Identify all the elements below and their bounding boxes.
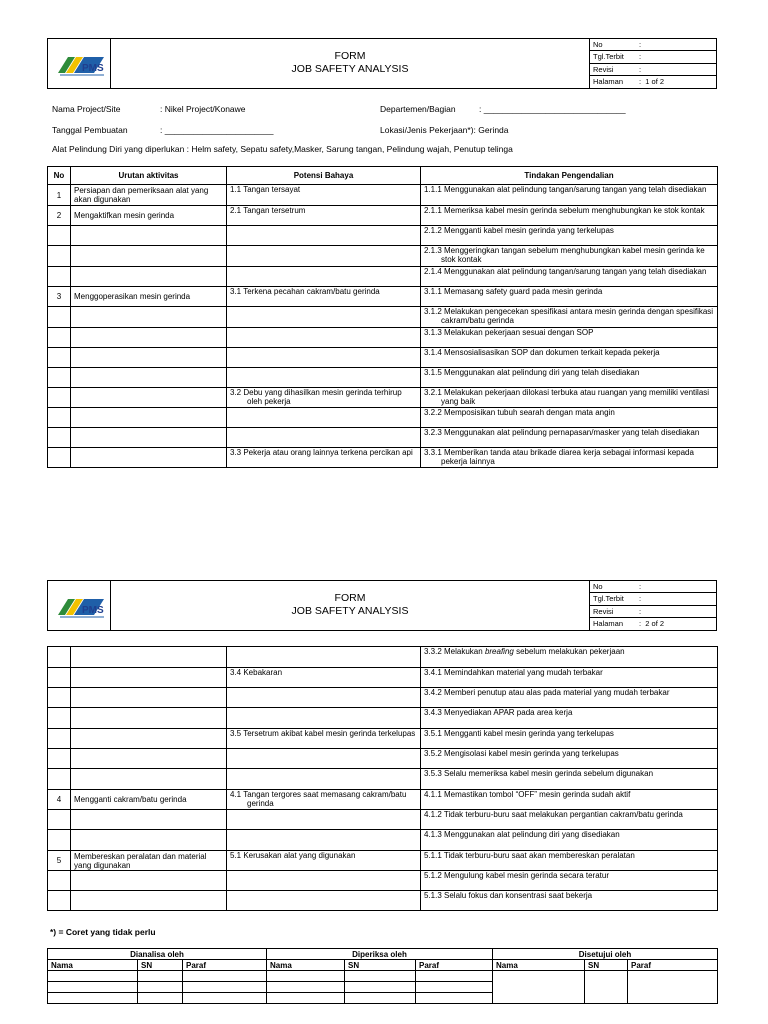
hazard-cell [227, 226, 421, 246]
date-value: : _______________________ [160, 125, 274, 135]
activity-cell [71, 428, 227, 448]
activity-cell [71, 647, 227, 668]
table-row [48, 185, 718, 206]
form-title [110, 592, 590, 618]
control-cell: 3.5.1 Mengganti kabel mesin gerinda yang terkelupas [421, 729, 718, 749]
activity-cell [71, 246, 227, 267]
col-paraf: Paraf [416, 960, 493, 971]
control-cell: 2.1.3 Menggeringkan tangan sebelum menghubungkan kabel mesin gerinda ke stok kontak [421, 246, 718, 267]
form-name: JOB SAFETY ANALYSIS [291, 63, 409, 75]
table-row [48, 688, 718, 708]
control-cell [421, 647, 718, 668]
control-cell: 4.1.3 Menggunakan alat pelindung diri yang disediakan [421, 830, 718, 851]
row-number [48, 769, 71, 790]
table-row [48, 749, 718, 769]
activity-cell [71, 388, 227, 408]
hazard-cell: 5.1 Kerusakan alat yang digunakan [227, 851, 421, 871]
control-cell: 4.1.2 Tidak terburu-buru saat melakukan pergantian cakram/batu gerinda [421, 810, 718, 830]
header-no: No [48, 167, 71, 185]
form-label: FORM [334, 592, 366, 604]
table-row [48, 206, 718, 226]
table-row [48, 408, 718, 428]
hazard-cell [227, 891, 421, 911]
activity-cell: Persiapan dan pemeriksaan alat yang akan digunakan [71, 185, 227, 206]
hazard-cell: 4.1 Tangan tergores saat memasang cakram/batu gerinda [227, 790, 421, 810]
col-sn: SN [138, 960, 183, 971]
row-number: 1 [48, 185, 71, 206]
col-sn: SN [585, 960, 628, 971]
row-number [48, 408, 71, 428]
date-label: Tanggal Pembuatan [52, 125, 128, 135]
meta-page-value [636, 618, 716, 630]
signature-cell[interactable] [48, 993, 138, 1004]
signature-cell[interactable] [183, 993, 267, 1004]
activity-cell [71, 348, 227, 368]
hazard-cell [227, 307, 421, 328]
activity-cell: Membereskan peralatan dan material yang digunakan [71, 851, 227, 871]
header-hazard: Potensi Bahaya [227, 167, 421, 185]
control-cell: 3.2.3 Menggunakan alat pelindung pernapasan/masker yang telah disediakan [421, 428, 718, 448]
row-number [48, 267, 71, 287]
activity-cell [71, 226, 227, 246]
jsa-table-page1 [47, 166, 718, 468]
activity-cell [71, 891, 227, 911]
form-header-page1 [47, 38, 717, 89]
control-cell: 3.2.1 Melakukan pekerjaan dilokasi terbuka atau ruangan yang memiliki ventilasi yang baik [421, 388, 718, 408]
hazard-cell: 3.2 Debu yang dihasilkan mesin gerinda terhirup oleh pekerja [227, 388, 421, 408]
table-row [48, 348, 718, 368]
signature-col-row [48, 960, 718, 971]
jsa-table-page2 [47, 646, 718, 911]
signature-cell[interactable] [267, 993, 345, 1004]
signature-cell[interactable] [138, 993, 183, 1004]
row-number [48, 688, 71, 708]
approved-by-header: Disetujui oleh [493, 949, 718, 960]
table-row [48, 891, 718, 911]
meta-page-value [636, 76, 716, 88]
activity-cell [71, 749, 227, 769]
signature-cell[interactable] [138, 971, 183, 982]
signature-cell[interactable] [183, 982, 267, 993]
control-text: 3.3.2 Melakukan [424, 647, 485, 656]
hazard-cell [227, 246, 421, 267]
control-cell: 1.1.1 Menggunakan alat pelindung tangan/sarung tangan yang telah disediakan [421, 185, 718, 206]
control-cell: 3.5.3 Selalu memeriksa kabel mesin gerinda sebelum digunakan [421, 769, 718, 790]
meta-date-label: Tgl.Terbit [590, 51, 636, 64]
pms-logo [48, 581, 111, 630]
activity-cell: Mengaktifkan mesin gerinda [71, 206, 227, 226]
table-header-row [48, 167, 718, 185]
col-name: Nama [48, 960, 138, 971]
col-name: Nama [493, 960, 585, 971]
signature-cell[interactable] [267, 982, 345, 993]
checked-by-header: Diperiksa oleh [267, 949, 493, 960]
signature-cell[interactable] [345, 982, 416, 993]
row-number [48, 668, 71, 688]
row-number [48, 448, 71, 468]
table-row [48, 267, 718, 287]
control-cell: 3.1.5 Menggunakan alat pelindung diri yang telah disediakan [421, 368, 718, 388]
row-number [48, 307, 71, 328]
signature-group-row [48, 949, 718, 960]
signature-cell[interactable] [138, 982, 183, 993]
meta-no-label: No [590, 39, 636, 51]
signature-cell[interactable] [48, 982, 138, 993]
row-number [48, 348, 71, 368]
control-cell: 2.1.1 Memeriksa kabel mesin gerinda sebelum menghubungkan ke stok kontak [421, 206, 718, 226]
activity-cell [71, 267, 227, 287]
meta-sep: : [636, 593, 716, 606]
hazard-cell [227, 647, 421, 668]
col-paraf: Paraf [183, 960, 267, 971]
meta-revision-label: Revisi [590, 63, 636, 76]
control-cell: 2.1.4 Menggunakan alat pelindung tangan/sarung tangan yang telah disediakan [421, 267, 718, 287]
hazard-cell [227, 830, 421, 851]
table-row [48, 448, 718, 468]
control-cell: 2.1.2 Mengganti kabel mesin gerinda yang terkelupas [421, 226, 718, 246]
activity-cell [71, 408, 227, 428]
meta-sep: : [639, 619, 642, 629]
table-row [48, 830, 718, 851]
table-row [48, 246, 718, 267]
control-cell: 3.4.1 Memindahkan material yang mudah terbakar [421, 668, 718, 688]
form-label: FORM [334, 50, 366, 62]
row-number: 4 [48, 790, 71, 810]
row-number [48, 647, 71, 668]
control-cell: 5.1.3 Selalu fokus dan konsentrasi saat bekerja [421, 891, 718, 911]
meta-sep: : [636, 51, 716, 64]
logo-text: PMS [82, 63, 104, 74]
table-row [48, 810, 718, 830]
row-number [48, 246, 71, 267]
control-cell: 3.1.2 Melakukan pengecekan spesifikasi antara mesin gerinda dengan spesifikasi cakram/batu gerinda [421, 307, 718, 328]
meta-sep: : [636, 39, 716, 51]
control-cell: 3.1.1 Memasang safety guard pada mesin gerinda [421, 287, 718, 307]
table-row [48, 871, 718, 891]
table-row [48, 647, 718, 668]
control-cell: 3.3.1 Memberikan tanda atau brikade diarea kerja sebagai informasi kepada pekerja lainnya [421, 448, 718, 468]
hazard-cell [227, 368, 421, 388]
activity-cell [71, 368, 227, 388]
hazard-cell [227, 348, 421, 368]
activity-cell [71, 448, 227, 468]
activity-cell [71, 810, 227, 830]
activity-cell [71, 328, 227, 348]
activity-cell [71, 830, 227, 851]
meta-sep: : [636, 581, 716, 593]
activity-cell: Menggoperasikan mesin gerinda [71, 287, 227, 307]
row-number [48, 871, 71, 891]
control-cell: 3.5.2 Mengisolasi kabel mesin gerinda yang terkelupas [421, 749, 718, 769]
table-row [48, 790, 718, 810]
signature-cell[interactable] [267, 971, 345, 982]
control-cell: 5.1.2 Mengulung kabel mesin gerinda secara teratur [421, 871, 718, 891]
row-number: 5 [48, 851, 71, 871]
emphasis-text: breafing [484, 647, 514, 656]
meta-page-label: Halaman [593, 619, 624, 629]
signature-cell[interactable] [585, 971, 628, 1004]
hazard-cell [227, 688, 421, 708]
row-number [48, 891, 71, 911]
col-paraf: Paraf [628, 960, 718, 971]
col-name: Nama [267, 960, 345, 971]
form-name: JOB SAFETY ANALYSIS [291, 605, 409, 617]
hazard-cell: 3.5 Tersetrum akibat kabel mesin gerinda terkelupas [227, 729, 421, 749]
hazard-cell: 3.4 Kebakaran [227, 668, 421, 688]
hazard-cell: 2.1 Tangan tersetrum [227, 206, 421, 226]
page-number: 2 of 2 [645, 619, 665, 629]
hazard-cell: 1.1 Tangan tersayat [227, 185, 421, 206]
department-value: : ______________________________ [479, 104, 626, 114]
activity-cell [71, 688, 227, 708]
signature-blank-row [48, 971, 718, 982]
table-row [48, 769, 718, 790]
ppe-line: Alat Pelindung Diri yang diperlukan : Helm safety, Sepatu safety,Masker, Sarung tangan, Pelindung wajah, Penutup telinga [52, 144, 513, 154]
header-control: Tindakan Pengendalian [421, 167, 718, 185]
logo-text: PMS [82, 605, 104, 616]
control-cell: 3.4.3 Menyediakan APAR pada area kerja [421, 708, 718, 729]
table-row [48, 851, 718, 871]
activity-cell [71, 708, 227, 729]
row-number [48, 368, 71, 388]
row-number: 2 [48, 206, 71, 226]
activity-cell: Mengganti cakram/batu gerinda [71, 790, 227, 810]
signature-cell[interactable] [48, 971, 138, 982]
signature-cell[interactable] [416, 993, 493, 1004]
signature-cell[interactable] [628, 971, 718, 1004]
hazard-cell: 3.1 Terkena pecahan cakram/batu gerinda [227, 287, 421, 307]
activity-cell [71, 729, 227, 749]
table-row [48, 328, 718, 348]
form-header-page2 [47, 580, 717, 631]
table-row [48, 388, 718, 408]
header-activity: Urutan aktivitas [71, 167, 227, 185]
pms-logo [48, 39, 111, 88]
hazard-cell [227, 769, 421, 790]
table-row [48, 226, 718, 246]
hazard-cell: 3.3 Pekerja atau orang lainnya terkena percikan api [227, 448, 421, 468]
document-meta [589, 581, 716, 630]
control-cell: 5.1.1 Tidak terburu-buru saat akan membereskan peralatan [421, 851, 718, 871]
signature-cell[interactable] [416, 971, 493, 982]
meta-sep: : [636, 605, 716, 618]
location-label: Lokasi/Jenis Pekerjaan*): Gerinda [380, 125, 509, 135]
table-row [48, 708, 718, 729]
hazard-cell [227, 749, 421, 769]
form-title [110, 50, 590, 76]
control-cell: 3.4.2 Memberi penutup atau alas pada material yang mudah terbakar [421, 688, 718, 708]
department-label: Departemen/Bagian [380, 104, 456, 114]
control-cell: 3.2.2 Memposisikan tubuh searah dengan mata angin [421, 408, 718, 428]
footnote: *) = Coret yang tidak perlu [50, 927, 156, 937]
signature-table [47, 948, 718, 1004]
meta-no-label: No [590, 581, 636, 593]
row-number [48, 328, 71, 348]
signature-cell[interactable] [493, 971, 585, 1004]
project-value: : Nikel Project/Konawe [160, 104, 246, 114]
hazard-cell [227, 810, 421, 830]
col-sn: SN [345, 960, 416, 971]
hazard-cell [227, 428, 421, 448]
hazard-cell [227, 708, 421, 729]
page-number: 1 of 2 [645, 77, 665, 87]
table-row [48, 428, 718, 448]
row-number [48, 226, 71, 246]
meta-page-label: Halaman [593, 77, 624, 87]
hazard-cell [227, 871, 421, 891]
activity-cell [71, 668, 227, 688]
table-row [48, 307, 718, 328]
hazard-cell [227, 328, 421, 348]
table-row [48, 729, 718, 749]
table-row [48, 368, 718, 388]
control-cell: 3.1.4 Mensosialisasikan SOP dan dokumen terkait kepada pekerja [421, 348, 718, 368]
signature-cell[interactable] [416, 982, 493, 993]
analyzed-by-header: Dianalisa oleh [48, 949, 267, 960]
row-number [48, 749, 71, 769]
signature-cell[interactable] [345, 971, 416, 982]
project-label: Nama Project/Site [52, 104, 121, 114]
row-number [48, 810, 71, 830]
table-row [48, 668, 718, 688]
control-cell: 4.1.1 Memastikan tombol “OFF” mesin gerinda sudah aktif [421, 790, 718, 810]
activity-cell [71, 307, 227, 328]
control-cell: 3.1.3 Melakukan pekerjaan sesuai dengan SOP [421, 328, 718, 348]
control-text: sebelum melakukan pekerjaan [513, 647, 625, 656]
row-number [48, 729, 71, 749]
hazard-cell [227, 267, 421, 287]
activity-cell [71, 769, 227, 790]
row-number [48, 388, 71, 408]
meta-sep: : [639, 77, 642, 87]
document-meta [589, 39, 716, 88]
meta-revision-label: Revisi [590, 605, 636, 618]
signature-cell[interactable] [183, 971, 267, 982]
row-number [48, 428, 71, 448]
table-row [48, 287, 718, 307]
row-number [48, 830, 71, 851]
activity-cell [71, 871, 227, 891]
row-number: 3 [48, 287, 71, 307]
signature-cell[interactable] [345, 993, 416, 1004]
row-number [48, 708, 71, 729]
hazard-cell [227, 408, 421, 428]
meta-sep: : [636, 63, 716, 76]
meta-date-label: Tgl.Terbit [590, 593, 636, 606]
